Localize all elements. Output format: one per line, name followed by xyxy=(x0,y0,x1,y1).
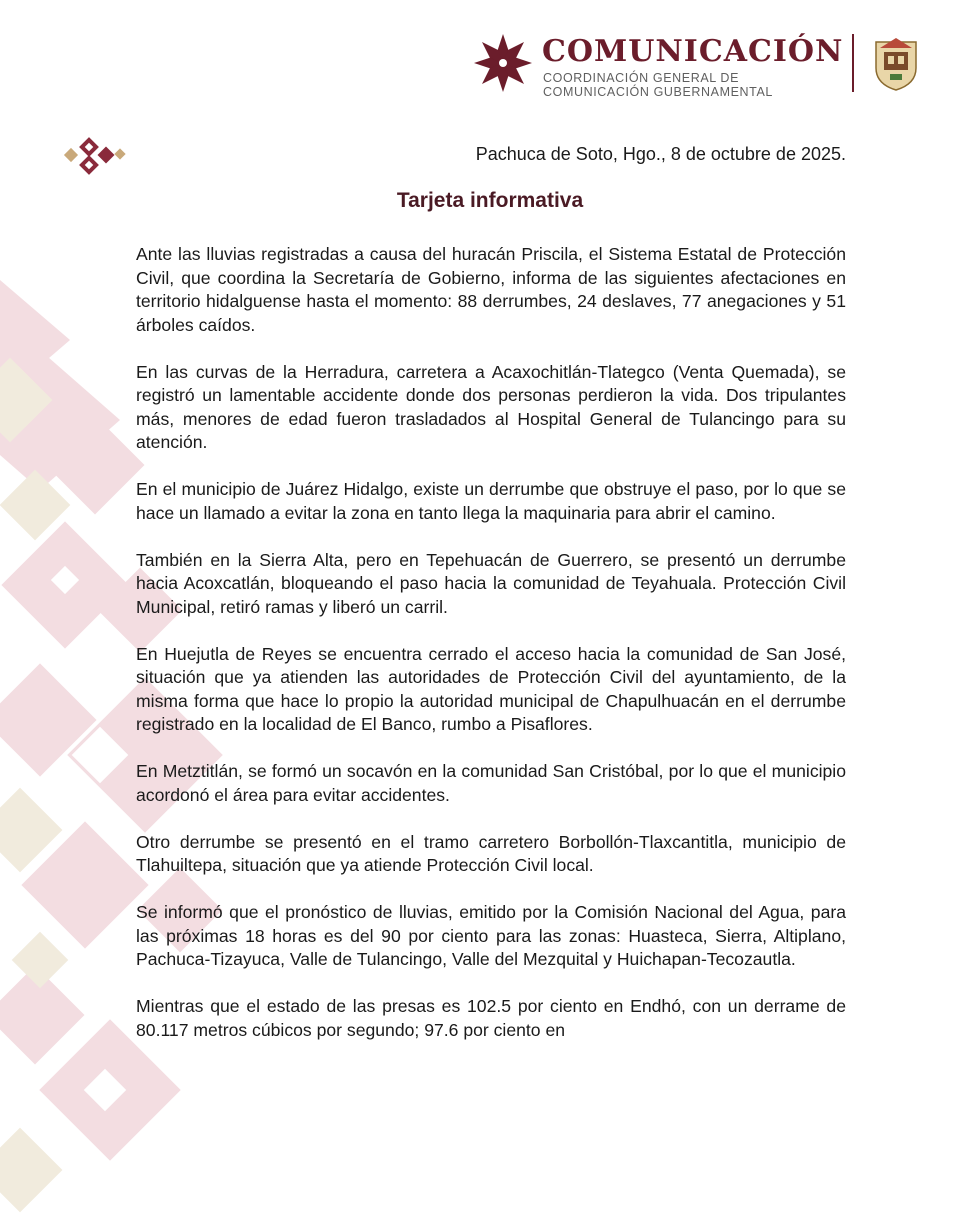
brand-title: COMUNICACIÓN xyxy=(542,34,844,69)
ornament-icon xyxy=(58,134,128,178)
document-title: Tarjeta informativa xyxy=(396,189,584,212)
paragraph: Mientras que el estado de las presas es 102.5 por ciento en Endhó, con un derrame de 80.117 metros cúbicos por segundo; 97.6 por ciento en xyxy=(136,996,846,1040)
brand-star-icon xyxy=(472,32,534,94)
paragraph: En el municipio de Juárez Hidalgo, existe un derrumbe que obstruye el paso, por lo que se hace un llamado a evitar la zona en tanto llega la maquinaria para abrir el camino. xyxy=(136,479,846,523)
paragraph: Se informó que el pronóstico de lluvias, emitido por la Comisión Nacional del Agua, para las próximas 18 horas es del 90 por ciento para las zonas: Huasteca, Sierra, Altiplano, Pachuca-Tizayuca, Valle de Tulancingo, Valle del Mezquital y Huichapan-Tecozautla. xyxy=(136,902,846,969)
document-body xyxy=(136,243,846,1066)
brand-subtitle-line1: COORDINACIÓN GENERAL DE xyxy=(543,71,740,85)
paragraph: También en la Sierra Alta, pero en Tepehuacán de Guerrero, se presentó un derrumbe hacia Acoxcatlán, bloqueando el paso hacia la comunidad de Teyahuala. Protección Civil Municipal, retiró ramas y liberó un carril. xyxy=(136,549,846,617)
state-seal-icon xyxy=(870,34,922,94)
paragraph: En las curvas de la Herradura, carretera a Acaxochitlán-Tlategco (Venta Quemada), se registró un lamentable accidente donde dos personas perdieron la vida. Dos tripulantes más, menores de edad fueron trasladados al Hospital General de Tulancingo para su atención. xyxy=(136,361,846,452)
paragraph: En Huejutla de Reyes se encuentra cerrado el acceso hacia la comunidad de San José, situación que ya atienden las autoridades de Protección Civil del ayuntamiento, de la misma forma que hace lo propio la autoridad municipal de Chapulhuacán en el derrumbe registrado en la localidad de El Banco, rumbo a Pisaflores. xyxy=(136,643,846,734)
brand-subtitle xyxy=(543,71,773,99)
brand-divider xyxy=(852,34,854,92)
paragraph: Ante las lluvias registradas a causa del huracán Priscila, el Sistema Estatal de Protección Civil, que coordina la Secretaría de Gobierno, informa de las siguientes afectaciones en territorio hidalguense hasta el momento: 88 derrumbes, 24 deslaves, 77 anegaciones y 51 árboles caídos. xyxy=(136,244,846,335)
paragraph: En Metztitlán, se formó un socavón en la comunidad San Cristóbal, por lo que el municipio acordonó el área para evitar accidentes. xyxy=(136,761,846,805)
brand-subtitle-line2: COMUNICACIÓN GUBERNAMENTAL xyxy=(543,85,773,99)
date-line: Pachuca de Soto, Hgo., 8 de octubre de 2025. xyxy=(475,144,846,164)
header-logo xyxy=(472,32,932,104)
paragraph: Otro derrumbe se presentó en el tramo carretero Borbollón-Tlaxcantitla, municipio de Tlahuiltepa, situación que ya atiende Protección Civil local. xyxy=(136,831,846,875)
